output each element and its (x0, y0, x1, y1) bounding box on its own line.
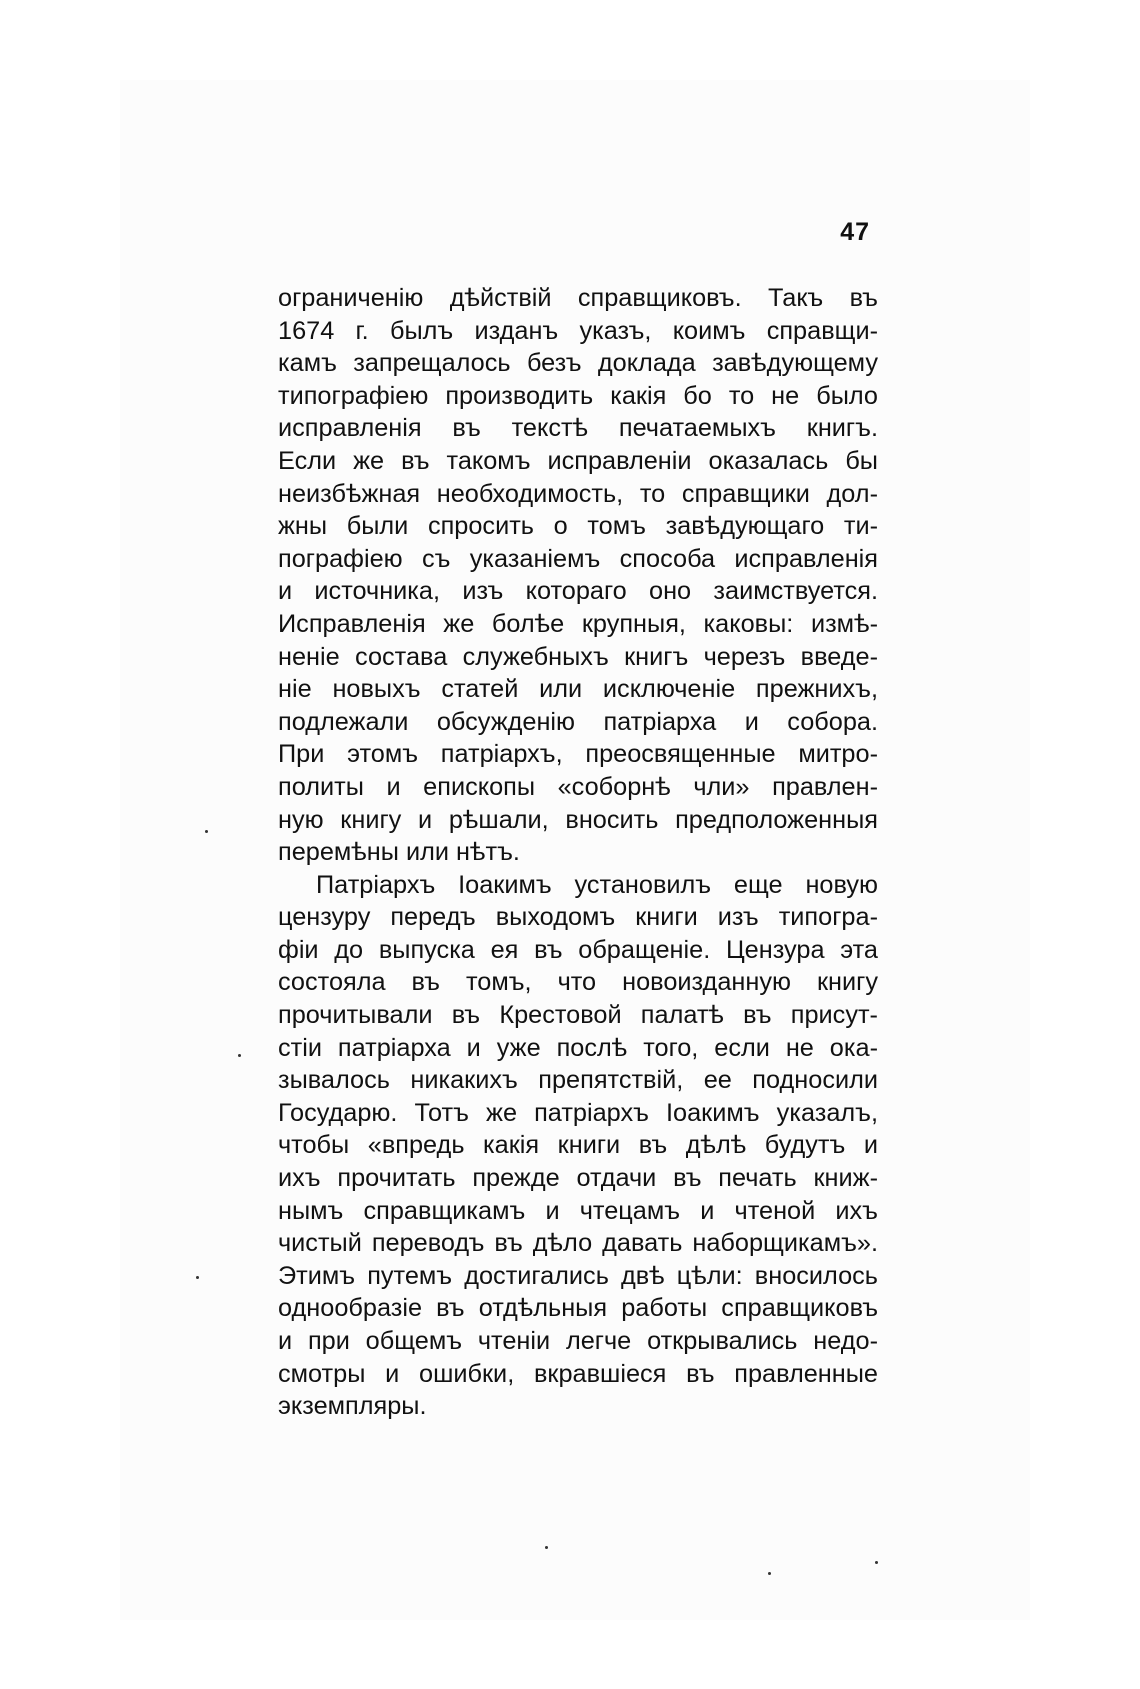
text-line: типографіею производить какія бо то не было (278, 381, 878, 410)
scan-speck (545, 1546, 548, 1549)
text-line: нымъ справщикамъ и чтецамъ и чтеной ихъ (278, 1196, 878, 1225)
page-number: 47 (840, 218, 870, 246)
text-line: неизбѣжная необходимость, то справщики дол- (278, 479, 878, 508)
text-line: зывалось никакихъ препятствій, ее подносили (278, 1066, 878, 1095)
text-line: ную книгу и рѣшали, вносить предположенныя (278, 805, 878, 834)
text-line: политы и епископы «соборнѣ чли» правлен- (278, 772, 878, 801)
text-line: чтобы «впредь какія книги въ дѣлѣ будутъ и (278, 1131, 878, 1160)
text-line: чистый переводъ въ дѣло давать наборщикамъ». (278, 1229, 878, 1258)
text-line: Если же въ такомъ исправленіи оказалась бы (278, 446, 878, 475)
text-line: жны были спросить о томъ завѣдующаго ти- (278, 512, 878, 541)
text-line: смотры и ошибки, вкравшіеся въ правленные (278, 1359, 878, 1388)
text-line: При этомъ патріархъ, преосвященные митро- (278, 740, 878, 769)
text-line: подлежали обсужденію патріарха и собора. (278, 707, 878, 736)
scan-speck (196, 1276, 199, 1279)
text-line: и при общемъ чтеніи легче открывались недо- (278, 1327, 878, 1355)
text-line: ніе новыхъ статей или исключеніе прежнихъ, (278, 675, 878, 704)
text-line: камъ запрещалось безъ доклада завѣдующему (278, 349, 878, 378)
text-line: неніе состава служебныхъ книгъ черезъ введе- (278, 642, 878, 671)
text-line: пографіею съ указаніемъ способа исправленія (278, 544, 878, 573)
scan-speck (875, 1561, 878, 1564)
body-text (278, 282, 878, 1423)
paragraph-1 (278, 282, 878, 869)
scan-speck (205, 830, 208, 833)
paragraph-2 (278, 869, 878, 1423)
text-line: однообразіе въ отдѣльныя работы справщиковъ (278, 1294, 878, 1323)
text-line: фіи до выпуска ея въ обращеніе. Цензура эта (278, 935, 878, 964)
text-line: цензуру передъ выходомъ книги изъ типогра- (278, 903, 878, 932)
text-line: Патріархъ Іоакимъ установилъ еще новую (316, 870, 878, 899)
text-line: 1674 г. былъ изданъ указъ, коимъ справщи- (278, 316, 878, 345)
scan-speck (768, 1572, 771, 1575)
text-line: экземпляры. (278, 1392, 427, 1421)
text-line: стіи патріарха и уже послѣ того, если не ока- (278, 1033, 878, 1062)
text-line: перемѣны или нѣтъ. (278, 838, 520, 867)
text-line: Исправленія же болѣе крупныя, каковы: измѣ- (278, 609, 878, 638)
text-line: Этимъ путемъ достигались двѣ цѣли: вносилось (278, 1261, 878, 1290)
text-line: ихъ прочитать прежде отдачи въ печать книж- (278, 1164, 878, 1193)
text-line: и источника, изъ котораго оно заимствуется. (278, 577, 878, 606)
scan-speck (238, 1054, 241, 1057)
text-line: состояла въ томъ, что новоизданную книгу (278, 968, 878, 997)
text-line: Государю. Тотъ же патріархъ Іоакимъ указалъ, (278, 1098, 878, 1127)
text-line: ограниченію дѣйствій справщиковъ. Такъ въ (278, 284, 878, 312)
text-line: исправленія въ текстѣ печатаемыхъ книгъ. (278, 414, 878, 443)
text-line: прочитывали въ Крестовой палатѣ въ присут- (278, 1001, 878, 1030)
